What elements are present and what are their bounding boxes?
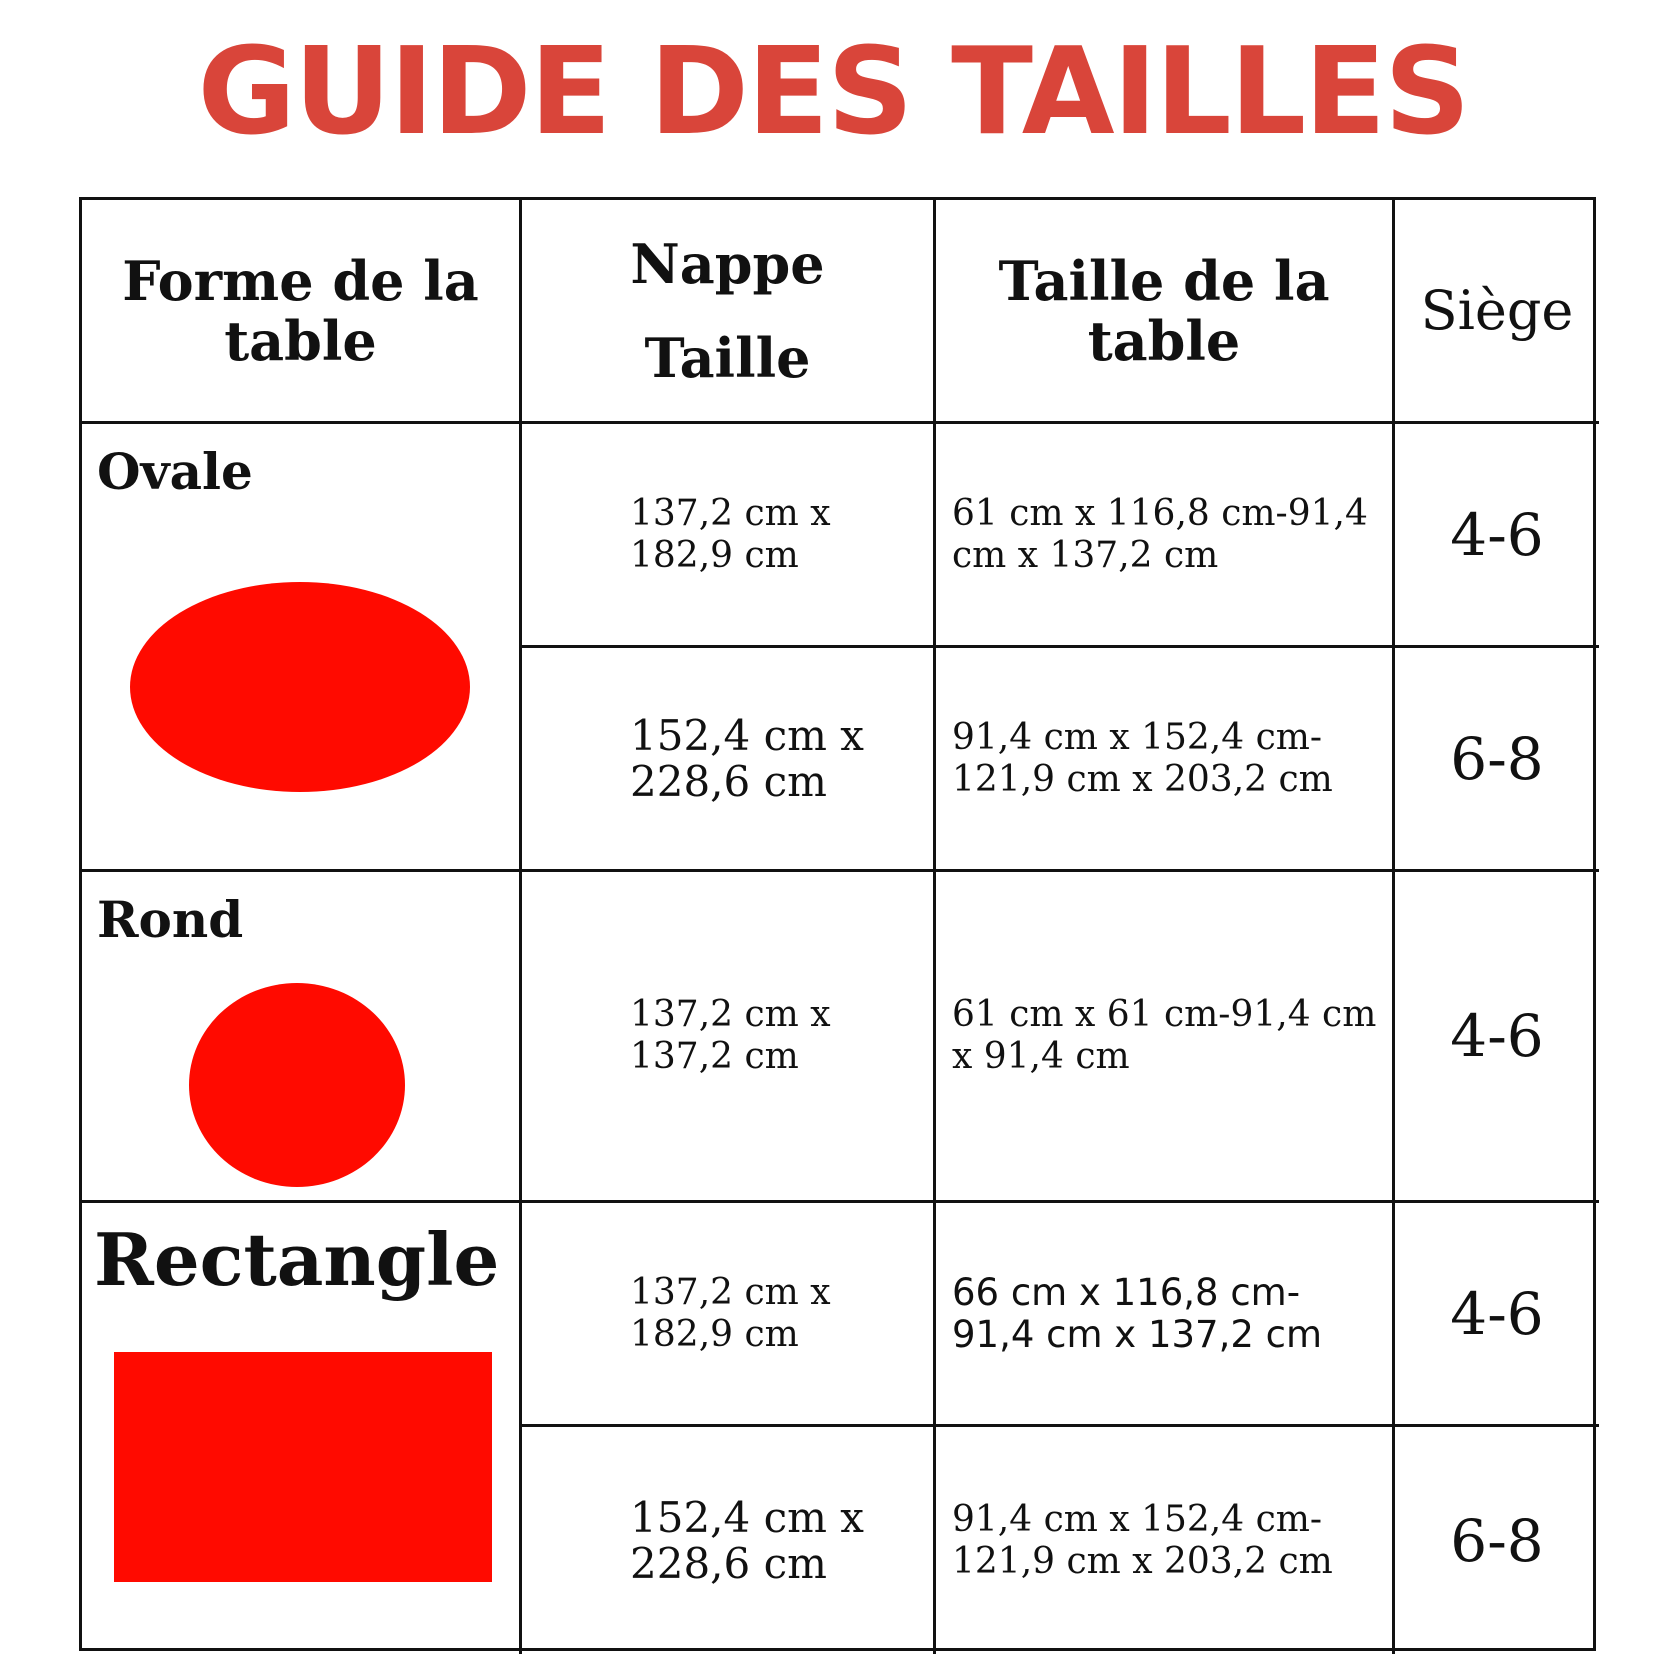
row4-seats: 4-6 xyxy=(1395,1203,1599,1427)
row5-table-size: 91,4 cm x 152,4 cm-121,9 cm x 203,2 cm xyxy=(936,1427,1395,1654)
rectangle-shape-icon xyxy=(114,1352,492,1582)
shape-rectangle-cell xyxy=(82,1203,522,1654)
oval-shape-icon xyxy=(130,582,470,792)
shape-oval-label: Ovale xyxy=(97,442,253,501)
page-title: GUIDE DES TAILLES xyxy=(197,23,1469,162)
row3-seats: 4-6 xyxy=(1395,872,1599,1203)
row5-nappe: 152,4 cm x 228,6 cm xyxy=(522,1427,936,1654)
header-shape-line2: table xyxy=(224,308,377,373)
row1-seats: 4-6 xyxy=(1395,424,1599,648)
header-seats-label: Siège xyxy=(1420,278,1574,342)
row5-seats: 6-8 xyxy=(1450,1506,1544,1575)
shape-oval-cell xyxy=(82,424,522,872)
row2-table-size: 91,4 cm x 152,4 cm-121,9 cm x 203,2 cm xyxy=(936,648,1395,872)
header-table-size-label: Taille de la table xyxy=(998,248,1330,373)
shape-round-label: Rond xyxy=(97,890,244,949)
row3-table-size: 61 cm x 61 cm-91,4 cm x 91,4 cm xyxy=(936,872,1395,1203)
header-table-size xyxy=(936,200,1395,424)
row2-nappe: 152,4 cm x 228,6 cm xyxy=(522,648,936,872)
header-nappe-line2: Taille xyxy=(644,325,811,390)
row4-nappe: 137,2 cm x 182,9 cm xyxy=(522,1203,936,1427)
header-shape-line1: Forme de la xyxy=(122,248,479,313)
row1-table-size: 61 cm x 116,8 cm-91,4 cm x 137,2 cm xyxy=(936,424,1395,648)
row2-seats: 6-8 xyxy=(1395,648,1599,872)
shape-rectangle-label: Rectangle xyxy=(94,1217,500,1302)
header-nappe xyxy=(522,200,936,424)
header-shape xyxy=(82,200,522,424)
size-table xyxy=(79,197,1596,1651)
circle-shape-icon xyxy=(189,983,405,1187)
row3-nappe: 137,2 cm x 137,2 cm xyxy=(522,872,936,1203)
row4-table-size: 66 cm x 116,8 cm-91,4 cm x 137,2 cm xyxy=(936,1203,1395,1427)
shape-round-cell xyxy=(82,872,522,1203)
row1-nappe: 137,2 cm x 182,9 cm xyxy=(522,424,936,648)
header-nappe-line1: Nappe xyxy=(630,231,825,296)
header-seats xyxy=(1395,200,1599,424)
